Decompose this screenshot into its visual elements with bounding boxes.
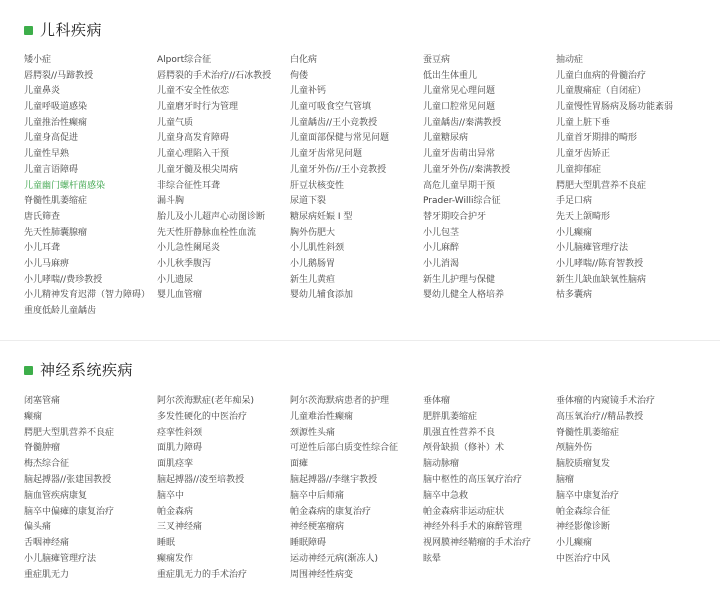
disease-link[interactable]: 小儿癫痫 [556, 538, 593, 549]
disease-link[interactable]: 高危儿童早期干预 [423, 180, 496, 191]
disease-link[interactable]: 脑血管疾病康复 [24, 490, 88, 501]
disease-link[interactable]: 偏头痛 [24, 522, 52, 533]
disease-link[interactable]: 脑卒中后师痛 [290, 490, 345, 501]
disease-link[interactable]: 肌强直性营养不良 [423, 427, 496, 438]
disease-link[interactable]: 帕金森综合征 [556, 506, 611, 517]
disease-link[interactable]: 阿尔茨海默症(老年痴呆) [157, 396, 255, 406]
disease-link[interactable]: 脊髓肿瘤 [24, 443, 61, 454]
disease-link[interactable]: 帕金森病的康复治疗 [290, 506, 372, 517]
disease-link[interactable]: 脊髓性肌萎缩症 [556, 427, 620, 438]
disease-link[interactable]: 小儿脑瘫管理疗法 [556, 243, 629, 254]
disease-link[interactable]: 抽动症 [556, 55, 584, 65]
disease-link[interactable]: 小儿遗尿 [157, 274, 194, 285]
disease-link[interactable]: 脑动脉瘤 [423, 459, 460, 470]
disease-link[interactable]: Alport综合征 [157, 55, 212, 65]
disease-link[interactable]: 儿童首牙期排的畸形 [556, 133, 638, 144]
section-header [0, 358, 720, 384]
disease-link[interactable]: 小儿肌性斜颈 [290, 243, 345, 254]
disease-link[interactable]: 佝偻 [290, 70, 309, 81]
disease-link[interactable]: 儿童补钙 [290, 86, 327, 97]
disease-link[interactable]: 小儿急性阑尾炎 [157, 243, 221, 254]
disease-link[interactable]: 可逆性后部白质变性综合征 [290, 443, 399, 454]
disease-link[interactable]: 脑卒中康复治疗 [556, 490, 620, 501]
section-marker-icon [24, 26, 33, 35]
disease-link[interactable]: 唇腭裂//马蹄教授 [24, 70, 94, 81]
disease-link[interactable]: 儿童言语障碍 [24, 164, 79, 175]
disease-link[interactable]: 糖尿病妊娠 I 型 [290, 211, 353, 222]
disease-link[interactable]: 白化病 [290, 55, 318, 65]
disease-link[interactable]: 周围神经性病变 [290, 569, 354, 580]
disease-link[interactable]: 儿童不安全性依恋 [157, 86, 230, 97]
disease-link[interactable]: 儿童牙齿矫正 [556, 149, 611, 160]
disease-link[interactable]: 脊髓性肌萎缩症 [24, 196, 88, 207]
disease-link[interactable]: 腭肥大型肌营养不良症 [556, 180, 647, 191]
empty-cell [556, 568, 706, 584]
disease-link[interactable]: 非综合征性耳聋 [157, 180, 221, 191]
disease-link[interactable]: 婴幼儿健全人格培养 [423, 290, 505, 301]
disease-link[interactable]: 眩晕 [423, 553, 442, 564]
disease-link[interactable]: 先天性肝静脉血栓性血流 [157, 227, 257, 238]
disease-link[interactable]: 脑卒中急救 [423, 490, 469, 501]
section-header [0, 18, 720, 44]
disease-link[interactable]: 神经影像诊断 [556, 522, 611, 533]
disease-link[interactable]: 小儿鹅肠胃 [290, 258, 336, 269]
disease-link[interactable]: 视网膜神经鞘瘤的手术治疗 [423, 538, 532, 549]
disease-link[interactable]: 小儿耳聋 [24, 243, 61, 254]
section-title: 神经系统疾病 [40, 361, 134, 379]
disease-link[interactable]: 儿童龋齿//王小竞教授 [290, 117, 378, 128]
disease-link[interactable]: 儿童口腔常见问题 [423, 102, 496, 113]
disease-link[interactable]: 儿童牙外伤//秦满教授 [423, 164, 511, 175]
disease-link[interactable]: 儿童可吸食空气管填 [290, 102, 372, 113]
disease-link[interactable]: 睡眠 [157, 538, 176, 549]
disease-link[interactable]: 小儿癫痫 [556, 227, 593, 238]
disease-link[interactable]: 小儿包茎 [423, 227, 460, 238]
disease-link[interactable]: 阿尔茨海默病患者的护理 [290, 396, 390, 406]
disease-link[interactable]: 脑起搏器//李继宇教授 [290, 474, 378, 485]
disease-link[interactable]: 腭肥大型肌营养不良症 [24, 427, 115, 438]
empty-cell [290, 304, 423, 320]
disease-link[interactable]: 小儿哮喘//费珍教授 [24, 274, 103, 285]
empty-cell [157, 304, 290, 320]
disease-link[interactable]: 多发性硬化的中医治疗 [157, 411, 248, 422]
disease-link[interactable]: 肥胖肌萎缩症 [423, 411, 478, 422]
disease-link[interactable]: 垂体瘤 [423, 396, 451, 406]
disease-link[interactable]: 漏斗胸 [157, 196, 185, 207]
section-divider [0, 340, 720, 341]
disease-link[interactable]: 儿童龋齿//秦满教授 [423, 117, 502, 128]
disease-link[interactable]: 舌咽神经痛 [24, 538, 70, 549]
disease-link[interactable]: 癫痫 [24, 411, 43, 422]
section-neurology [0, 358, 720, 580]
disease-link[interactable]: 儿童腹痛症（自闭症） [556, 86, 647, 97]
disease-link[interactable]: 儿童面部保健与常见问题 [290, 133, 390, 144]
disease-link[interactable]: 垂体瘤的内窥镜手术治疗 [556, 396, 656, 406]
disease-link[interactable]: 儿童牙髓及根尖周病 [157, 164, 239, 175]
disease-link[interactable]: 儿童心理陷入干预 [157, 149, 230, 160]
disease-link[interactable]: 中医治疗中风 [556, 553, 611, 564]
disease-link[interactable]: 儿童糖尿病 [423, 133, 469, 144]
disease-link[interactable]: 小儿精神发育迟滞（智力障碍） [24, 290, 151, 301]
disease-link[interactable]: 小儿脑瘫管理疗法 [24, 553, 97, 564]
disease-link[interactable]: 小儿秋季腹泻 [157, 258, 212, 269]
disease-link[interactable]: 脑卒中 [157, 490, 185, 501]
disease-link[interactable]: 运动神经元病(渐冻人) [290, 553, 379, 564]
disease-link[interactable]: 小儿麻醉 [423, 243, 460, 254]
disease-link[interactable]: 蚕豆病 [423, 55, 451, 65]
disease-link[interactable]: 面肌力障碍 [157, 443, 203, 454]
empty-cell [423, 304, 556, 320]
disease-link[interactable]: 新生儿护理与保健 [423, 274, 496, 285]
disease-link[interactable]: 先天性肺囊腺瘤 [24, 227, 88, 238]
disease-link[interactable]: 儿童常见心理问题 [423, 86, 496, 97]
disease-link[interactable]: 儿童慢性胃肠病及肠功能紊弱 [556, 102, 674, 113]
disease-link[interactable]: 儿童气质 [157, 117, 194, 128]
disease-link[interactable]: 唐氏筛查 [24, 211, 61, 222]
disease-link[interactable]: 脑胶质瘤复发 [556, 459, 611, 470]
disease-link[interactable]: 儿童上脏下垂 [556, 117, 611, 128]
disease-link[interactable]: 儿童牙齿萌出异常 [423, 149, 496, 160]
disease-link[interactable]: 脑中枢性的高压氧疗治疗 [423, 474, 523, 485]
disease-link[interactable]: 脑瘤 [556, 474, 575, 485]
disease-link[interactable]: 颅脑外伤 [556, 443, 593, 454]
disease-link[interactable]: 小儿消渴 [423, 258, 460, 269]
disease-link[interactable]: 神经梗塞瘤病 [290, 522, 345, 533]
disease-link[interactable]: 颈源性头痛 [290, 427, 336, 438]
disease-link[interactable]: 替牙期咬合护牙 [423, 211, 487, 222]
disease-link[interactable]: 矮小症 [24, 55, 52, 65]
disease-link[interactable]: 低出生体重儿 [423, 70, 478, 81]
disease-link[interactable]: 面瘫 [290, 459, 309, 470]
disease-link[interactable]: 小儿马麻痹 [24, 258, 70, 269]
disease-link[interactable]: 儿童难治性癫痫 [290, 411, 354, 422]
disease-link[interactable]: 重度低龄儿童龋齿 [24, 306, 97, 316]
disease-link[interactable]: 新生儿缺血缺氧性脑病 [556, 274, 647, 285]
disease-link[interactable]: 儿童身高发育障碍 [157, 133, 230, 144]
disease-link[interactable]: 手足口病 [556, 196, 593, 207]
disease-link[interactable]: 儿童牙外伤//王小竞教授 [290, 164, 387, 175]
disease-link[interactable]: 儿童呼吸道感染 [24, 102, 88, 113]
disease-link[interactable]: 肝豆状核变性 [290, 180, 345, 191]
disease-link[interactable]: 帕金森病 [157, 506, 194, 517]
disease-link[interactable]: 枯多囊病 [556, 290, 593, 301]
disease-link[interactable]: 婴儿血管瘤 [157, 290, 203, 301]
disease-link[interactable]: 儿童鼻炎 [24, 86, 61, 97]
disease-link[interactable]: Prader-Willi综合征 [423, 196, 501, 207]
disease-link[interactable]: 小儿哮喘//陈育智教授 [556, 258, 644, 269]
disease-link[interactable]: 儿童身高促进 [24, 133, 79, 144]
disease-link[interactable]: 面肌痉挛 [157, 459, 194, 470]
disease-link[interactable]: 胸外伤肥大 [290, 227, 336, 238]
section-marker-icon [24, 366, 33, 375]
disease-link[interactable]: 高压氧治疗//精品教授 [556, 411, 644, 422]
disease-link[interactable]: 先天上颌畸形 [556, 211, 611, 222]
disease-link[interactable]: 胎儿及小儿超声心动图诊断 [157, 211, 266, 222]
disease-link[interactable]: 神经外科手术的麻醉管理 [423, 522, 523, 533]
disease-link[interactable]: 重症肌无力 [24, 569, 70, 580]
empty-cell [556, 304, 706, 320]
disease-link[interactable]: 唇腭裂的手术治疗//石冰教授 [157, 70, 272, 81]
disease-link[interactable]: 儿童推治性癫痫 [24, 117, 88, 128]
disease-link[interactable]: 婴幼儿辅食添加 [290, 290, 354, 301]
disease-link[interactable]: 脑卒中偏瘫的康复治疗 [24, 506, 115, 517]
disease-link[interactable]: 尿道下裂 [290, 196, 327, 207]
disease-link[interactable]: 癫痫发作 [157, 553, 194, 564]
disease-link[interactable]: 重症肌无力的手术治疗 [157, 569, 248, 580]
empty-cell [423, 568, 556, 584]
disease-link[interactable]: 闭塞管痛 [24, 396, 61, 406]
disease-link[interactable]: 儿童白血病的骨髓治疗 [556, 70, 647, 81]
disease-link[interactable]: 帕金森病非运动症状 [423, 506, 505, 517]
disease-link[interactable]: 梅杰综合征 [24, 459, 70, 470]
disease-link[interactable]: 痉挛性斜颈 [157, 427, 203, 438]
disease-link[interactable]: 睡眠障碍 [290, 538, 327, 549]
disease-link[interactable]: 三叉神经痛 [157, 522, 203, 533]
disease-link-grid [24, 394, 714, 584]
disease-link-grid [24, 53, 714, 320]
disease-link[interactable]: 儿童性早熟 [24, 149, 70, 160]
section-title: 儿科疾病 [40, 21, 103, 39]
disease-link-active[interactable]: 儿童幽门螺杆菌感染 [24, 180, 106, 191]
disease-link[interactable]: 颅骨缺损（修补）术 [423, 443, 505, 454]
disease-link[interactable]: 脑起搏器//张建国教授 [24, 474, 112, 485]
disease-link[interactable]: 儿童牙齿常见问题 [290, 149, 363, 160]
section-pediatrics [0, 18, 720, 316]
disease-link[interactable]: 儿童磨牙时行为管理 [157, 102, 239, 113]
disease-link[interactable]: 脑起搏器//凌至培教授 [157, 474, 245, 485]
disease-link[interactable]: 新生儿黄疸 [290, 274, 336, 285]
disease-link[interactable]: 儿童抑郁症 [556, 164, 602, 175]
